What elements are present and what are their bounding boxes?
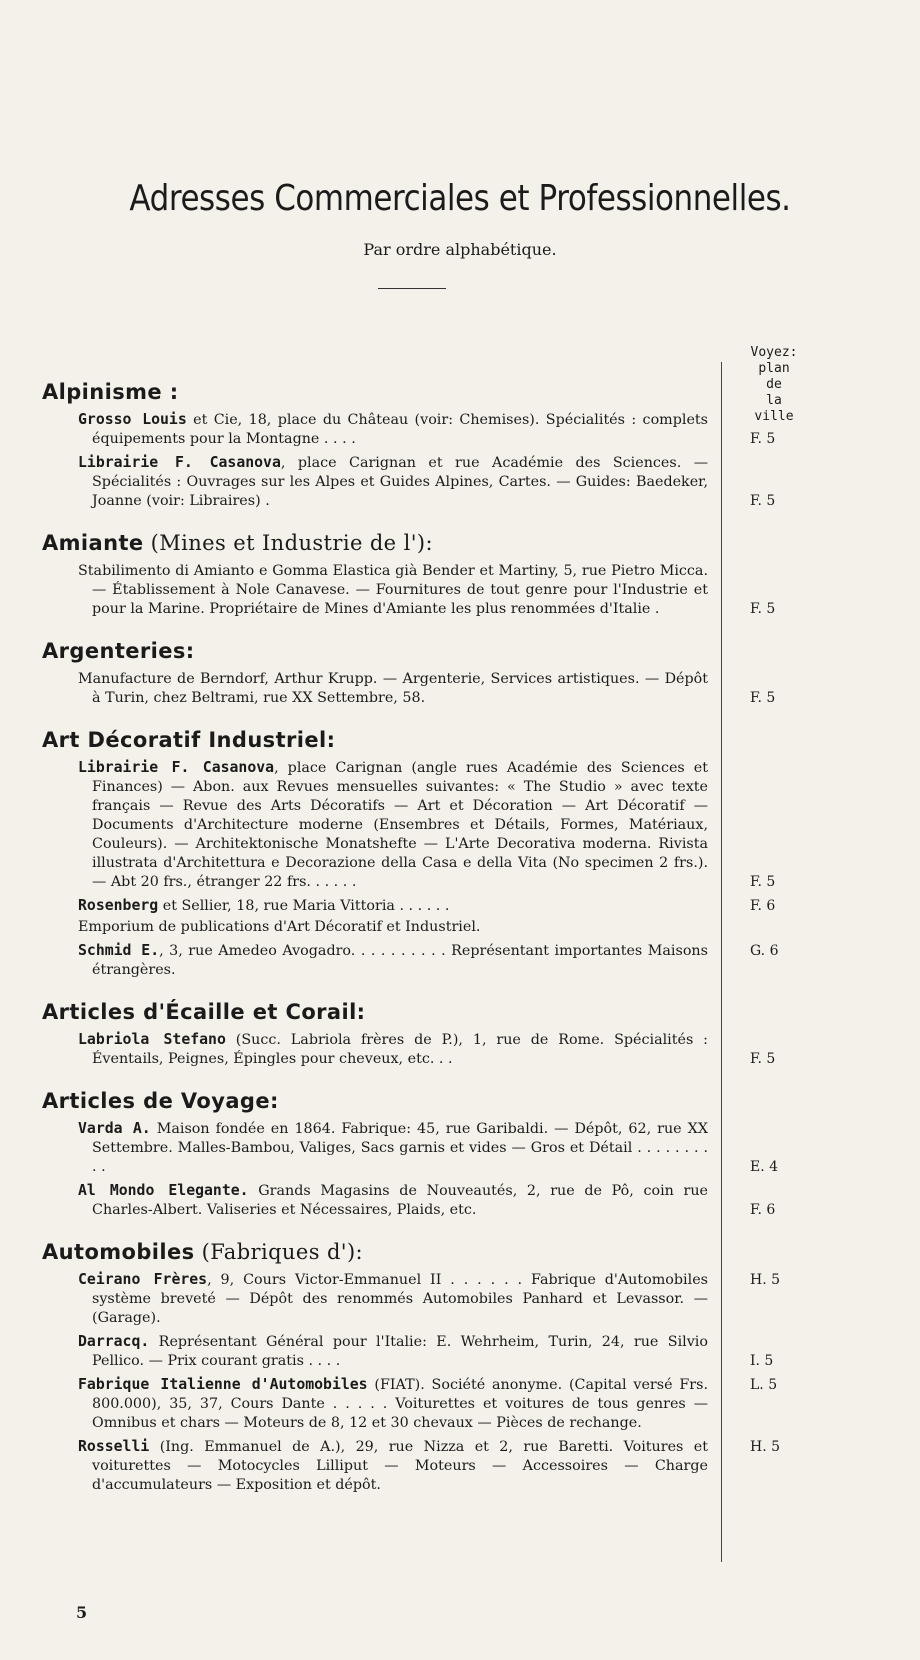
entry-lead: Librairie F. Casanova [78, 759, 275, 776]
entry-lead: Grosso Louis [78, 411, 187, 428]
section-heading-articles-voyage: Articles de Voyage: [42, 1089, 279, 1113]
map-ref: F. 5 [750, 431, 776, 447]
list-item [78, 941, 779, 980]
entry-lead: Al Mondo Elegante. [78, 1182, 249, 1199]
entry-text: (Succ. Labriola frères de P.), 1, rue de Rome. Spécialités : Éventails, Peignes, Épingles pour cheveux, etc. . . [92, 1032, 708, 1067]
map-ref: F. 5 [750, 601, 776, 617]
list-item [78, 410, 776, 449]
map-ref: F. 6 [750, 1202, 776, 1218]
section-heading-amiante [42, 531, 720, 555]
map-ref: H. 5 [750, 1439, 781, 1455]
page-title: Adresses Commerciales et Professionnelles. [129, 178, 791, 219]
map-ref: I. 5 [750, 1353, 774, 1369]
entry-text: Maison fondée en 1864. Fabrique: 45, rue Garibaldi. — Dépôt, 62, rue XX Settembre. Malles-Bambou, Valiges, Sacs garnis et vides — Gros et Détail . . . . . . . . . . [92, 1121, 708, 1175]
map-ref: F. 6 [750, 898, 776, 914]
list-item [78, 1332, 774, 1371]
list-item [78, 1375, 778, 1433]
list-item [78, 917, 708, 937]
list-item [78, 1181, 776, 1220]
title-divider [378, 288, 446, 289]
entry-text: Grands Magasins de Nouveautés, 2, rue de Pô, coin rue Charles-Albert. Valiseries et Nécessaires, Plaids, etc. [92, 1183, 709, 1218]
entry-text: Manufacture de Berndorf, Arthur Krupp. — Argenterie, Services artistiques. — Dépôt à Turin, chez Beltrami, rue XX Settembre, 58. [78, 671, 708, 706]
section-heading-ecaille-corail: Articles d'Écaille et Corail: [42, 1000, 366, 1024]
entry-text: (FIAT). Société anonyme. (Capital versé Frs. 800.000), 35, 37, Cours Dante . . . . . Voiturettes et voitures de tous genres — Omnibus et chars — Moteurs de 8, 12 et 30 chevaux — Pièces de rechange. [92, 1377, 708, 1431]
list-item [78, 1030, 776, 1069]
list-item [78, 1270, 781, 1328]
list-item [78, 758, 776, 892]
map-reference-header [748, 345, 800, 425]
section-heading-alpinisme: Alpinisme : [42, 380, 179, 404]
entry-lead: Librairie F. Casanova [78, 454, 281, 471]
entry-lead: Ceirano Frères [78, 1271, 208, 1288]
entry-lead: Schmid E. [78, 942, 160, 959]
heading-main: Amiante [42, 531, 144, 555]
map-ref: F. 5 [750, 1051, 776, 1067]
section-heading-automobiles [42, 1240, 720, 1264]
entry-text: , 3, rue Amedeo Avogadro. . . . . . . . . . Représentant importantes Maisons étrangères. [92, 943, 708, 978]
entry-text: , place Carignan et rue Académie des Sciences. — Spécialités : Ouvrages sur les Alpes et Guides Alpines, Cartes. — Guides: Baedeker, Joanne (voir: Libraires) . [92, 455, 709, 509]
entry-text: Représentant Général pour l'Italie: E. Wehrheim, Turin, 24, rue Silvio Pellico. — Prix courant gratis . . . . [92, 1334, 708, 1369]
list-item [78, 561, 776, 619]
entry-text: et Cie, 18, place du Château (voir: Chemises). Spécialités : complets équipements pour la Montagne . . . . [92, 412, 708, 447]
entry-lead: Fabrique Italienne d'Automobiles [78, 1376, 368, 1393]
heading-rest: (Fabriques d'): [194, 1240, 364, 1264]
entry-text: et Sellier, 18, rue Maria Vittoria . . . . . . [158, 898, 450, 914]
entry-text: (Ing. Emmanuel de A.), 29, rue Nizza et 2, rue Baretti. Voitures et voiturettes — Motocycles Lilliput — Moteurs — Accessoires — Charge d'accumulateurs — Exposition et dépôt. [92, 1439, 708, 1493]
list-item [78, 1437, 781, 1495]
list-item [78, 896, 776, 916]
entry-text: , place Carignan (angle rues Académie des Sciences et Finances) — Abon. aux Revues mensuelles suivantes: « The Studio » avec texte français — Revue des Arts Décoratifs — Art et Décoration — Art Décoratif — Documents d'Architecture moderne (Ensembres et Détails, Formes, Matériaux, Couleurs). — Architektonische Monatshefte — L'Arte Decorativa moderna. Rivista illustrata d'Architettura e Decorazione della Casa e della Vita (No specimen 2 frs.). — Abt 20 frs., étranger 22 frs. . . . . . [92, 760, 709, 890]
page-subtitle: Par ordre alphabétique. [363, 240, 557, 259]
entry-lead: Rosenberg [78, 897, 159, 914]
map-ref: F. 5 [750, 690, 776, 706]
heading-main: Automobiles [42, 1240, 195, 1264]
entry-lead: Labriola Stefano [78, 1031, 226, 1048]
map-ref: L. 5 [750, 1377, 778, 1393]
column-divider [721, 362, 722, 1562]
list-item [78, 1119, 779, 1177]
entry-lead: Varda A. [78, 1120, 151, 1137]
map-ref: E. 4 [750, 1159, 779, 1175]
entry-lead: Rosselli [78, 1438, 150, 1455]
voyez-line-1: Voyez: [750, 345, 798, 360]
map-ref: F. 5 [750, 493, 776, 509]
map-ref: G. 6 [750, 943, 779, 959]
page-number: 5 [76, 1603, 88, 1622]
entry-text: Emporium de publications d'Art Décoratif et Industriel. [78, 919, 481, 935]
entry-text: , 9, Cours Victor-Emmanuel II . . . . . . Fabrique d'Automobiles système breveté — Dépôt des renommés Automobiles Panhard et Levassor. — (Garage). [92, 1272, 709, 1326]
section-heading-art-decoratif: Art Décoratif Industriel: [42, 728, 336, 752]
heading-rest: (Mines et Industrie de l'): [143, 531, 433, 555]
voyez-line-3: la ville [754, 393, 794, 424]
entry-lead: Darracq. [78, 1333, 150, 1350]
map-ref: F. 5 [750, 874, 776, 890]
section-heading-argenteries: Argenteries: [42, 639, 195, 663]
entry-text: Stabilimento di Amianto e Gomma Elastica già Bender et Martiny, 5, rue Pietro Micca. — Établissement à Nole Canavese. — Fournitures de tout genre pour l'Industrie et pour la Marine. Propriétaire de Mines d'Amiante les plus renommées d'Italie . [78, 563, 708, 617]
voyez-line-2: plan de [758, 361, 790, 392]
list-item [78, 669, 776, 708]
list-item [78, 453, 776, 511]
map-ref: H. 5 [750, 1272, 781, 1288]
